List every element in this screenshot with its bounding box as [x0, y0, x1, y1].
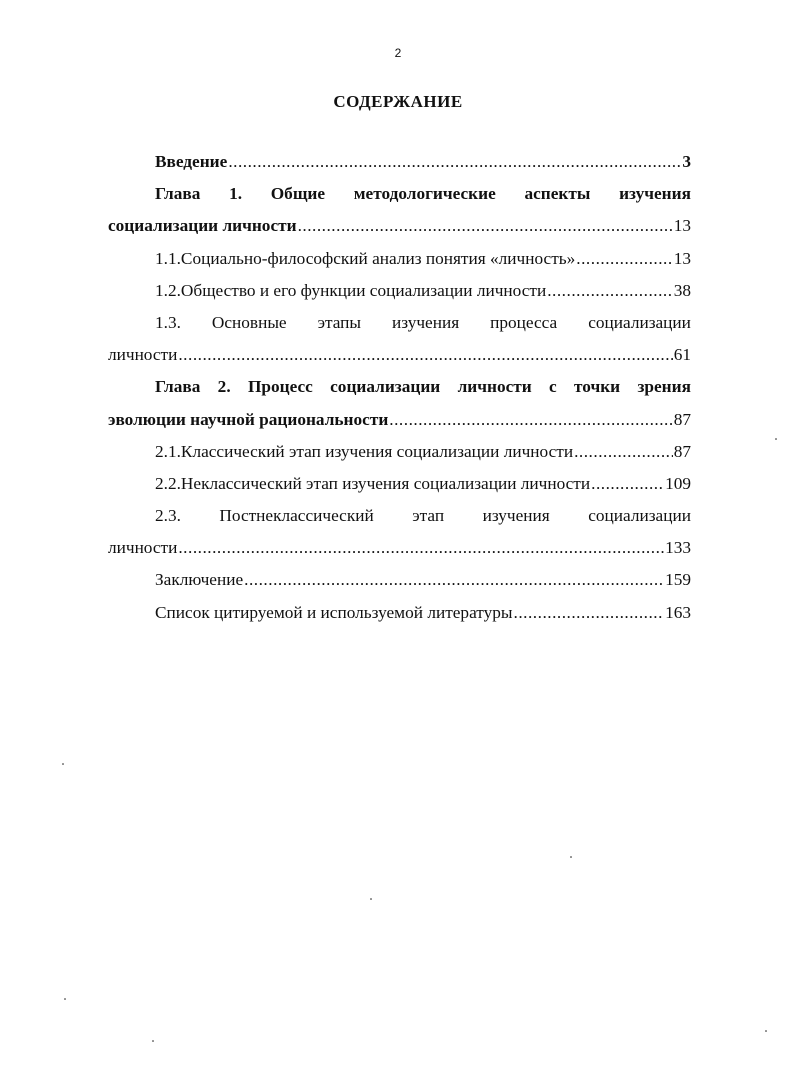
dot-leader	[298, 210, 673, 242]
toc-entry-chapter1-line2	[108, 210, 691, 242]
table-of-contents	[108, 146, 691, 629]
toc-word: этапы	[317, 312, 362, 332]
toc-entry-1-2	[108, 275, 691, 307]
toc-word: процесса	[490, 312, 558, 332]
dot-leader	[514, 597, 665, 629]
toc-page-number: 87	[673, 441, 691, 461]
toc-entry-label: личности	[108, 538, 178, 558]
section-number: 1.1.	[155, 248, 181, 268]
toc-entry-label: Заключение	[155, 570, 244, 590]
section-number: 1.3.	[155, 312, 181, 332]
toc-word: этап	[412, 506, 445, 526]
toc-entry-2-2	[108, 468, 691, 500]
scan-speck	[62, 763, 64, 765]
toc-word: Глава	[155, 184, 201, 204]
toc-word: социализации	[330, 377, 441, 397]
page-number: 2	[394, 46, 402, 60]
dot-leader	[547, 275, 673, 307]
toc-page-number: 13	[673, 216, 691, 236]
toc-entry-intro	[108, 146, 691, 178]
toc-word: зрения	[637, 377, 691, 397]
toc-entry-label: Введение	[155, 152, 228, 171]
toc-word: 1.	[229, 184, 243, 204]
toc-entry-conclusion	[108, 564, 691, 596]
toc-word: социализации	[588, 506, 691, 526]
toc-page-number: 3	[682, 152, 691, 171]
toc-page-number: 163	[665, 602, 691, 622]
toc-entry-2-3-line1	[108, 500, 691, 532]
toc-word: Процесс	[247, 377, 313, 397]
dot-leader	[228, 146, 681, 178]
dot-leader	[178, 339, 672, 371]
scan-speck	[152, 1040, 154, 1042]
toc-entry-2-1	[108, 436, 691, 468]
toc-entry-label: Неклассический этап изучения социализации личности	[180, 473, 591, 493]
toc-entry-label: Классический этап изучения социализации личности	[180, 441, 574, 461]
toc-word: изучения	[619, 184, 691, 204]
toc-word: 2.	[217, 377, 231, 397]
section-number: 2.1.	[155, 441, 181, 461]
toc-entry-chapter2-line2	[108, 404, 691, 436]
toc-page-number: 109	[665, 473, 691, 493]
dot-leader	[591, 468, 664, 500]
section-number: 2.2.	[155, 473, 181, 493]
toc-entry-label: Общество и его функции социализации личности	[180, 280, 547, 300]
scan-speck	[570, 856, 572, 858]
toc-word: с	[549, 377, 557, 397]
scan-speck	[64, 998, 66, 1000]
toc-entry-label: эволюции научной рациональности	[108, 409, 389, 429]
page-title: СОДЕРЖАНИЕ	[333, 92, 463, 111]
toc-word: Постнеклассический	[219, 506, 374, 526]
toc-word: точки	[574, 377, 621, 397]
toc-entry-chapter2-line1	[108, 371, 691, 403]
toc-page-number: 159	[665, 570, 691, 590]
toc-word: изучения	[392, 312, 460, 332]
toc-page-number: 13	[673, 248, 691, 268]
toc-word: социализации	[588, 312, 691, 332]
toc-word: аспекты	[524, 184, 591, 204]
toc-page-number: 61	[673, 345, 691, 365]
dot-leader	[574, 436, 673, 468]
toc-word: методологические	[353, 184, 496, 204]
scan-speck	[370, 898, 372, 900]
toc-page-number: 38	[673, 280, 691, 300]
toc-page-number: 87	[673, 409, 691, 429]
section-number: 2.3.	[155, 506, 181, 526]
dot-leader	[576, 243, 672, 275]
toc-entry-chapter1-line1	[108, 178, 691, 210]
toc-entry-1-3-line1	[108, 307, 691, 339]
toc-entry-1-1	[108, 243, 691, 275]
toc-entry-label: личности	[108, 345, 178, 365]
toc-entry-label: Список цитируемой и используемой литературы	[155, 602, 513, 622]
dot-leader	[178, 532, 664, 564]
toc-entry-label: социализации личности	[108, 216, 297, 236]
dot-leader	[244, 564, 664, 596]
toc-entry-references	[108, 597, 691, 629]
toc-word: изучения	[482, 506, 550, 526]
toc-word: личности	[457, 377, 532, 397]
toc-word: Общие	[270, 184, 326, 204]
scan-speck	[775, 438, 777, 440]
toc-word: Глава	[155, 377, 201, 397]
toc-entry-label: Социально-философский анализ понятия «личность»	[180, 248, 576, 268]
section-number: 1.2.	[155, 280, 181, 300]
toc-entry-1-3-line2	[108, 339, 691, 371]
toc-page-number: 133	[665, 538, 691, 558]
dot-leader	[389, 404, 672, 436]
toc-entry-2-3-line2	[108, 532, 691, 564]
scan-speck	[765, 1030, 767, 1032]
toc-word: Основные	[211, 312, 287, 332]
